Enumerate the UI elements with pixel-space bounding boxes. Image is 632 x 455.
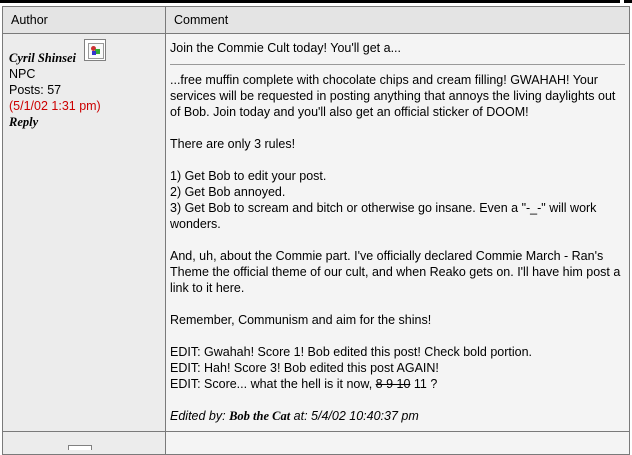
next-post-row [3, 432, 630, 455]
edited-by-line [170, 408, 625, 424]
broken-image-icon [84, 39, 106, 61]
top-border-left [0, 0, 620, 3]
next-avatar-icon [68, 445, 92, 450]
post-row [3, 34, 630, 432]
table-header-row [3, 7, 630, 34]
post-paragraph: There are only 3 rules! [170, 137, 296, 151]
author-post-count: Posts: 57 [9, 83, 62, 97]
edit-notes [170, 344, 625, 392]
struck-numbers: 8 9 10 [375, 377, 411, 391]
comment-cell [166, 34, 630, 432]
post-subject: Join the Commie Cult today! You'll get a... [170, 40, 625, 65]
author-rank: NPC [9, 67, 36, 81]
top-border [0, 0, 632, 3]
rule-item: 2) Get Bob annoyed. [170, 185, 286, 199]
post-paragraph: Remember, Communism and aim for the shins! [170, 313, 432, 327]
top-border-right [624, 0, 632, 3]
comment-column-header: Comment [166, 7, 630, 34]
forum-thread-table [2, 6, 630, 455]
next-comment-cell [166, 432, 630, 455]
post-body [170, 72, 625, 424]
rules-list [170, 168, 625, 232]
author-cell [3, 34, 166, 432]
next-author-cell [3, 432, 166, 455]
edit-note: EDIT: Gwahah! Score 1! Bob edited this post! Check bold portion. [170, 345, 533, 359]
post-date: (5/1/02 1:31 pm) [9, 99, 101, 113]
author-column-header: Author [3, 7, 166, 34]
rule-item: 1) Get Bob to edit your post. [170, 169, 327, 183]
post-paragraph: ...free muffin complete with chocolate chips and cream filling! GWAHAH! Your services will be requested in posting anything that annoys the living daylights out of Bob. Join today and you'll also get an official sticker of DOOM! [170, 73, 616, 119]
edited-at-timestamp: at: 5/4/02 10:40:37 pm [290, 409, 419, 423]
rule-item: 3) Get Bob to scream and bitch or otherwise go insane. Even a "-_-" will work wonders. [170, 201, 597, 231]
edit-note [170, 377, 437, 391]
edit-note-prefix: EDIT: Score... what the hell is it now, [170, 377, 376, 391]
reply-link[interactable]: Reply [9, 115, 39, 129]
post-paragraph: And, uh, about the Commie part. I've officially declared Commie March - Ran's Theme the official theme of our cult, and when Reako gets on. I'll have him post a link to it here. [170, 249, 621, 295]
edited-by-label: Edited by: [170, 409, 230, 423]
edit-note-suffix: 11 ? [410, 377, 438, 391]
editor-name[interactable]: Bob the Cat [229, 409, 291, 423]
author-username[interactable]: Cyril Shinsei [9, 51, 77, 65]
edit-note: EDIT: Hah! Score 3! Bob edited this post AGAIN! [170, 361, 439, 375]
